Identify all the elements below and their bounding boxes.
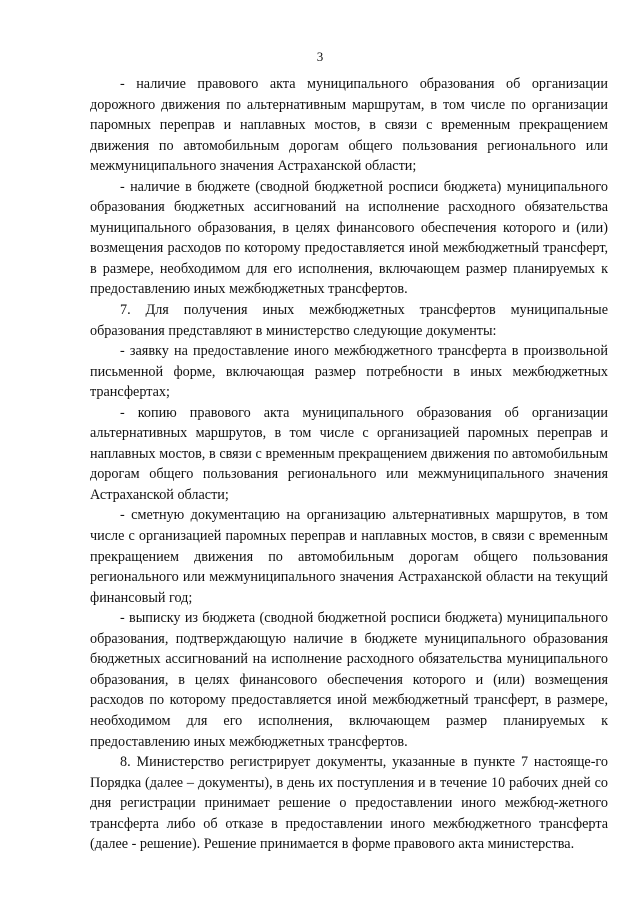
paragraph-legal-act-traffic: - наличие правового акта муниципального образования об организации дорожного движения по альтернативным маршрутам, в том числе по организации паромных переправ и наплавных мостов, в связи с временным прекращением движения по автомобильным дорогам общего пользования регионального или межмуниципального значения Астраханской области;: [90, 76, 608, 175]
paragraph-budget-allocations: - наличие в бюджете (сводной бюджетной росписи бюджета) муниципального образования бюджетных ассигнований на исполнение расходного обязательства муниципального образования, в целях финансового обеспечения которого и (или) возмещения расходов по которому предоставляется иной межбюджетный трансферт, в размере, необходимом для его исполнения, включающем размер планируемых к предоставлению иных межбюджетных трансфертов.: [90, 178, 608, 298]
document-body: [90, 74, 608, 855]
paragraph-estimate-documentation: - сметную документацию на организацию альтернативных маршрутов, в том числе с организацией паромных переправ и наплавных мостов, в связи с временным прекращением движения по автомобильным дорогам общего пользования регионального или межмуниципального значения Астраханской области на текущий финансовый год;: [90, 507, 608, 606]
paragraph-application: - заявку на предоставление иного межбюджетного трансферта в произвольной письменной форме, включающая размер потребности в иных межбюджетных трансфертах;: [90, 343, 608, 401]
paragraph-copy-legal-act: - копию правового акта муниципального образования об организации альтернативных маршрутов, в том числе с организацией паромных переправ и наплавных мостов, в связи с временным прекращением движения по автомобильным дорогам общего пользования регионального или межмуниципального значения Астраханской области;: [90, 404, 608, 503]
paragraph-item-7-intro: 7. Для получения иных межбюджетных трансфертов муниципальные образования представляют в министерство следующие документы:: [90, 302, 608, 339]
paragraph-item-8-registration: 8. Министерство регистрирует документы, указанные в пункте 7 настояще-го Порядка (далее – документы), в день их поступления и в течение 10 рабочих дней со дня регистрации принимает решение о предоставлении иного межбюд-жетного трансферта либо об отказе в предоставлении иного межбюджетного трансферта (далее - решение). Решение принимается в форме правового акта министерства.: [90, 754, 608, 853]
paragraph-budget-extract: - выписку из бюджета (сводной бюджетной росписи бюджета) муниципального образования, подтверждающую наличие в бюджете муниципального образования бюджетных ассигнований на исполнение расходного обязательства муниципального образования, в целях финансового обеспечения которого и (или) возмещения расходов по которому предоставляется иной межбюджетный трансферт, в размере, необходимом для его исполнения, включающем размер планируемых к предоставлению иных межбюджетных трансфертов.: [90, 610, 608, 750]
page-number: 3: [316, 49, 324, 64]
